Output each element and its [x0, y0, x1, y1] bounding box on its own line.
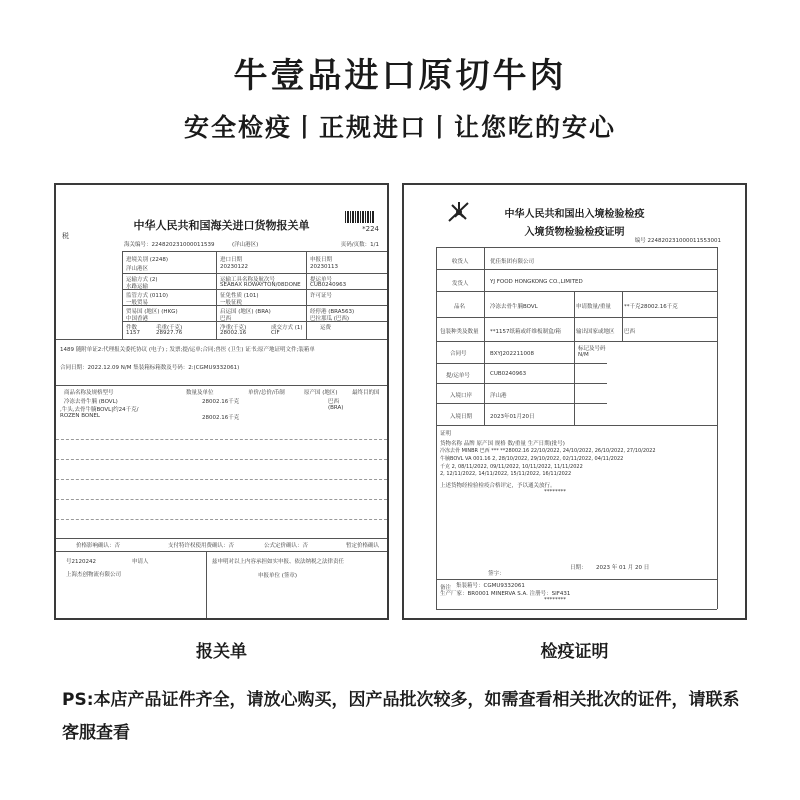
label-import-date: 进口日期 — [220, 257, 243, 263]
note-label: 证明 — [440, 431, 452, 437]
row-label-entry-date: 入境日期 — [450, 414, 473, 420]
row-label-entry-port: 入境口岸 — [450, 393, 473, 399]
label-license: 许可证号 — [310, 293, 333, 299]
value-import-date: 20230122 — [220, 264, 248, 270]
page-title: 牛壹品进口原切牛肉 — [233, 56, 567, 96]
row-label-contract: 合同号 — [450, 351, 467, 357]
label-vessel: 运输工具名称及航次号 — [220, 277, 276, 283]
sign-label: 签字： — [488, 571, 505, 577]
remark-contract: 合同日期：2022.12.09 N/M 集装箱标箱数及号码：2:(CGMU9332061) — [60, 365, 240, 371]
origin-value: 巴西 — [624, 329, 636, 335]
label-transport-mode: 运输方式 (2) — [126, 277, 158, 283]
note-line-7: ******** — [544, 489, 566, 495]
footer-provisional-confirm: 暂定价格确认 — [346, 543, 380, 549]
label-net-weight: 净重(千克) — [220, 325, 247, 331]
label-trade-country: 贸易国 (地区) (HKG) — [126, 309, 178, 315]
marks-label: 标记及号码 — [578, 346, 606, 352]
value-declare-date: 20230113 — [310, 264, 338, 270]
value-bill-no: CUB0240963 — [310, 282, 347, 288]
row-label-bill: 提/运单号 — [446, 373, 470, 379]
value-trade-country: 中国香港 — [126, 316, 149, 322]
origin-label: 输出国家或地区 — [576, 329, 615, 335]
footer-seal: 申报单位 (签章) — [258, 573, 298, 579]
note-line-3: 牛腩BOVL VA 001.16 2, 28/10/2022, 29/10/2022, 02/11/2022, 04/11/2022 — [440, 456, 624, 462]
goods-header-qty: 数量及单位 — [186, 390, 214, 396]
label-entry-port: 进境关别 (2248) — [126, 257, 169, 263]
label-bill-no: 提运单号 — [310, 277, 333, 283]
label-freight: 运费 — [320, 325, 332, 331]
label-supervision: 监管方式 (0110) — [126, 293, 169, 299]
footer-applicant: 申请人 — [132, 559, 149, 565]
note-line-4: 千克 2, 08/11/2022, 09/11/2022, 10/11/2022, 11/11/2022 — [440, 464, 583, 470]
goods-origin-code: (BRA) — [328, 405, 344, 411]
goods-line-3: ROZEN BONEL — [60, 413, 100, 419]
footer-price-confirm: 价格影响确认：否 — [76, 543, 121, 549]
label-gross-weight: 毛重(千克) — [156, 325, 183, 331]
value-transport-mode: 水路运输 — [126, 284, 149, 290]
footer-statement: 兹申明对以上内容承担如实申报、依法纳税之法律责任 — [212, 559, 345, 565]
row-value-contract: BXYJ202211008 — [490, 351, 535, 357]
remark-docs: 1489 随附单证2:代理报关委托协议 (电子) ; 发票;提/运单;合同;兽医 (卫生) 证书;原产地证明文件;装箱单 — [60, 347, 315, 353]
row-value-consignee: 优佳集团有限公司 — [490, 259, 535, 265]
remark-line-2: 生产厂家：BR0001 MINERVA S.A. 注册号：SIF431 — [440, 591, 571, 597]
label-departure-country: 启运国 (地区) (BRA) — [220, 309, 271, 315]
remark-line-1: 集装箱号：CGMU9332061 — [456, 583, 525, 589]
footer-royalty-confirm: 支付特许权使用费确认：否 — [168, 543, 235, 549]
value-tax-nature: 一般征税 — [220, 300, 243, 306]
row-label-consignor: 发货人 — [452, 281, 469, 287]
value-vessel: SEABAX ROWAYTON/08DONE — [220, 282, 301, 288]
remark-label: 备注 — [440, 585, 452, 591]
cert-number: 编号 224820231000011553001 — [634, 238, 721, 244]
row-value-entry-date: 2023年01月20日 — [490, 414, 535, 420]
value-stop-port: 巴拉那瓜 (巴西) — [310, 316, 350, 322]
corner-code: *224 — [362, 225, 379, 233]
caption-customs: 报关单 — [196, 642, 247, 662]
value-supervision: 一般贸易 — [126, 300, 149, 306]
qty-label: 申请数量/重量 — [576, 304, 611, 310]
pre-entry-no: 海关编号：224820231000011539 — [124, 242, 215, 248]
goods-header-origin: 原产国 (地区) — [304, 390, 338, 396]
row-value-entry-port: 洋山港 — [490, 393, 507, 399]
value-departure-country: 巴西 — [220, 316, 232, 322]
goods-qty-1: 28002.16千克 — [202, 399, 240, 405]
label-stop-port: 经停港 (BRA563) — [310, 309, 355, 315]
date-label: 日期： — [570, 565, 587, 571]
quarantine-certificate-document — [402, 183, 747, 620]
footer-company: 上海杰创物流有限公司 — [66, 572, 122, 578]
marks-value: N/M — [578, 352, 589, 358]
label-trade-terms: 成交方式 (1) — [271, 325, 303, 331]
row-value-product: 冷冻去骨牛腩BOVL — [490, 304, 538, 310]
row-label-product: 品名 — [454, 304, 466, 310]
quarantine-doc-title: 中华人民共和国出入境检验检疫 — [504, 209, 645, 220]
value-entry-port: 洋山港区 — [126, 266, 149, 272]
row-label-packing: 包装种类及数量 — [440, 329, 479, 335]
value-net-weight: 28002.16 — [220, 330, 247, 336]
quarantine-doc-subtitle: 入境货物检验检疫证明 — [524, 227, 625, 238]
note-line-5: 2, 12/11/2022, 14/11/2022, 15/11/2022, 16/11/2022 — [440, 471, 572, 477]
row-value-consignor: YJ FOOD HONGKONG CO.,LIMITED — [490, 279, 583, 285]
goods-line-2: ,牛头,去骨牛腩BOVL|约24千克/ — [60, 407, 139, 413]
goods-qty-2: 28002.16千克 — [202, 415, 240, 421]
port-note: (洋山港区) — [232, 242, 259, 248]
goods-line-1: 冷冻去骨牛腩 (BOVL) — [64, 399, 118, 405]
prefix-char: 税 — [62, 232, 69, 240]
customs-declaration-document — [54, 183, 389, 620]
value-trade-terms: CIF — [271, 330, 280, 336]
label-tax-nature: 征免性质 (101) — [220, 293, 259, 299]
footer-formula-confirm: 公式定价确认：否 — [264, 543, 309, 549]
date-value: 2023 年 01 月 20 日 — [596, 565, 650, 571]
remark-line-3: ******** — [544, 597, 566, 603]
caption-quarantine: 检疫证明 — [540, 642, 609, 662]
note-line-1: 货物名称 品牌 原产国 规格 数/重量 生产日期(批号) — [440, 441, 565, 447]
goods-origin: 巴西 — [328, 399, 340, 405]
goods-header-name: 商品名称及规格型号 — [64, 390, 114, 396]
page-subtitle: 安全检疫丨正规进口丨让您吃的安心 — [183, 113, 616, 142]
value-gross-weight: 28927.76 — [156, 330, 183, 336]
label-declare-date: 申报日期 — [310, 257, 333, 263]
footer-code: 号2120242 — [66, 559, 96, 565]
note-line-2: 冷冻去骨 MINBR 巴西 *** **28002.16 22/10/2022, 24/10/2022, 26/10/2022, 27/10/2022 — [440, 448, 656, 454]
goods-header-price: 单价/总价/币制 — [248, 390, 285, 396]
note-line-6: 上述货物经检验检疫合格评定，予以通关放行。 — [440, 483, 556, 489]
row-value-bill: CUB0240963 — [490, 371, 527, 377]
goods-header-dest: 最终目的国 — [352, 390, 380, 396]
label-pieces: 件数 — [126, 325, 138, 331]
footer-note: PS:本店产品证件齐全，请放心购买，因产品批次较多，如需查看相关批次的证件，请联系客服查看 — [62, 690, 740, 743]
qty-value: **千克28002.16千克 — [624, 304, 678, 310]
value-pieces: 1157 — [126, 330, 140, 336]
page-note: 页码/页数：1/1 — [340, 242, 379, 248]
customs-doc-title: 中华人民共和国海关进口货物报关单 — [133, 219, 310, 232]
row-value-packing: **1157纸箱或纤维板制盒/箱 — [490, 329, 561, 335]
row-label-consignee: 收货人 — [452, 259, 469, 265]
